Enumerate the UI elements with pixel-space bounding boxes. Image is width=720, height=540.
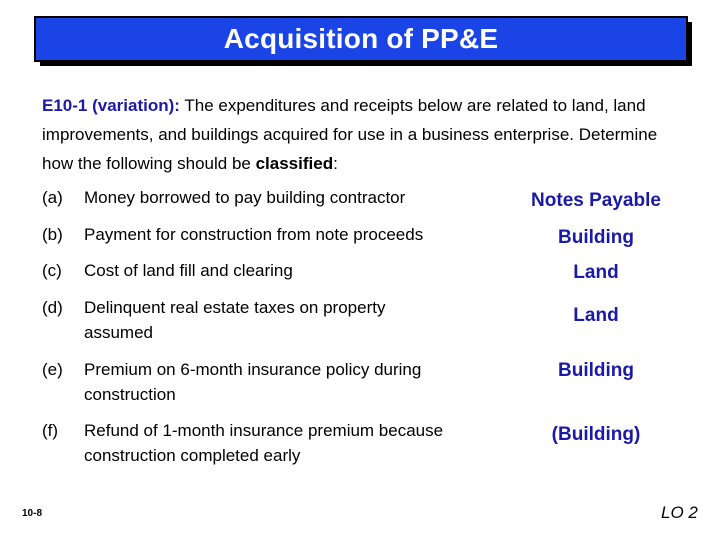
item-description: Refund of 1-month insurance premium because construction completed early xyxy=(84,421,444,465)
item-description: Cost of land fill and clearing xyxy=(84,261,293,280)
item-answer: Land xyxy=(573,262,619,283)
intro-bold-word: classified xyxy=(255,154,334,173)
item-letter: (c) xyxy=(42,261,62,280)
item-letter: (e) xyxy=(42,360,63,379)
item-answer: Building xyxy=(558,360,634,381)
item-description: Payment for construction from note proceeds xyxy=(84,225,424,244)
item-answer: Notes Payable xyxy=(531,190,661,211)
item-answer: Building xyxy=(558,227,634,248)
item-letter: (d) xyxy=(42,298,63,317)
exercise-label: E10-1 (variation): xyxy=(42,96,180,115)
intro-end: : xyxy=(333,154,338,173)
item-letter: (f) xyxy=(42,421,59,440)
intro-paragraph xyxy=(42,91,662,178)
title-banner xyxy=(34,16,688,62)
item-letter: (b) xyxy=(42,225,63,244)
learning-objective: LO 2 xyxy=(661,503,698,522)
page-number: 10-8 xyxy=(22,508,43,519)
item-letter: (a) xyxy=(42,188,63,207)
item-description: Money borrowed to pay building contractor xyxy=(84,188,406,207)
slide-title: Acquisition of PP&E xyxy=(223,23,499,54)
item-answer: Land xyxy=(573,305,619,326)
item-description: Premium on 6-month insurance policy during construction xyxy=(84,360,422,404)
intro-text: The expenditures and receipts below are related to land, land improvements, and buildings acquired for use in a business enterprise. Determine how the following should be xyxy=(42,96,658,173)
item-answer: (Building) xyxy=(551,424,641,445)
item-description: Delinquent real estate taxes on property assumed xyxy=(84,298,386,342)
